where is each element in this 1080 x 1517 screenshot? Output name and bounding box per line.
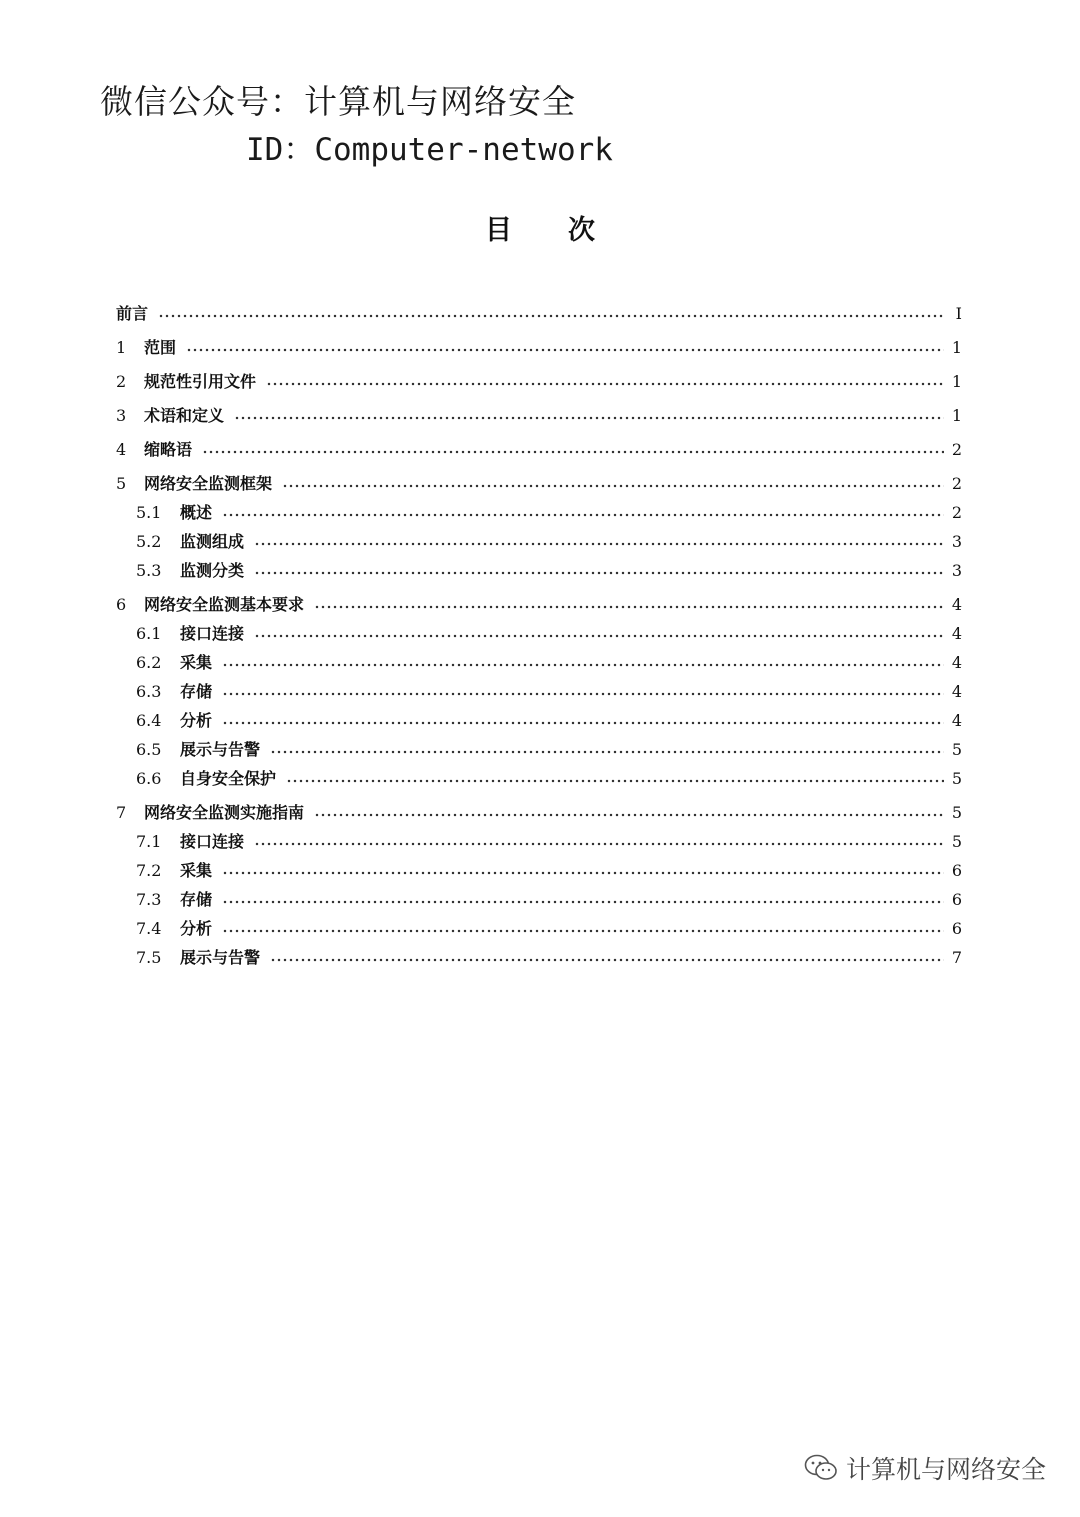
toc-leader-dots bbox=[202, 436, 944, 456]
toc-leader-dots bbox=[158, 300, 944, 320]
toc-entry-label: 展示与告警 bbox=[180, 948, 261, 967]
toc-leader-dots bbox=[282, 470, 944, 490]
toc-entry bbox=[136, 763, 962, 789]
toc-entry bbox=[136, 734, 962, 760]
toc-entry-page: 4 bbox=[951, 653, 962, 672]
toc-entry-page: 6 bbox=[951, 861, 962, 880]
toc-entry-label: 分析 bbox=[180, 711, 213, 730]
toc-entry-page: 2 bbox=[951, 503, 962, 522]
toc-entry-label: 接口连接 bbox=[180, 832, 245, 851]
toc-entry-page: 6 bbox=[951, 890, 962, 909]
toc-leader-dots bbox=[234, 402, 944, 422]
toc-entry bbox=[136, 942, 962, 968]
toc-entry-label: 范围 bbox=[144, 338, 177, 357]
toc-leader-dots bbox=[222, 886, 944, 906]
toc-entry-label: 缩略语 bbox=[144, 440, 193, 459]
toc-entry bbox=[136, 526, 962, 552]
toc-entry bbox=[136, 913, 962, 939]
header-account-name: 微信公众号：计算机与网络安全 bbox=[100, 82, 576, 121]
toc-leader-dots bbox=[222, 499, 944, 519]
toc-leader-dots bbox=[286, 765, 944, 785]
toc-entry-page: 6 bbox=[951, 919, 962, 938]
toc-entry-number: 7.2 bbox=[136, 861, 162, 880]
toc-entry-number: 1 bbox=[116, 338, 127, 357]
toc-entry bbox=[116, 332, 962, 358]
toc-entry bbox=[136, 884, 962, 910]
toc-leader-dots bbox=[222, 707, 944, 727]
toc-entry-label: 网络安全监测基本要求 bbox=[144, 595, 305, 614]
toc-entry-label: 自身安全保护 bbox=[180, 769, 277, 788]
toc-entry bbox=[136, 855, 962, 881]
toc-entry-label: 术语和定义 bbox=[144, 406, 225, 425]
toc-entry-page: 5 bbox=[951, 769, 962, 788]
toc-entry-number: 6.3 bbox=[136, 682, 162, 701]
toc-entry-page: 4 bbox=[951, 682, 962, 701]
toc-leader-dots bbox=[314, 799, 944, 819]
toc-entry-number: 6.2 bbox=[136, 653, 162, 672]
toc-entry-page: 1 bbox=[951, 338, 962, 357]
toc-entry-number: 5 bbox=[116, 474, 127, 493]
toc-entry bbox=[116, 366, 962, 392]
toc-entry-label: 采集 bbox=[180, 653, 213, 672]
toc-entry bbox=[136, 705, 962, 731]
wechat-icon bbox=[804, 1454, 838, 1482]
toc-leader-dots bbox=[186, 334, 944, 354]
toc-entry-page: 5 bbox=[951, 740, 962, 759]
toc-entry-number: 7 bbox=[116, 803, 127, 822]
toc-entry-label: 分析 bbox=[180, 919, 213, 938]
toc-entry-page: 3 bbox=[951, 561, 962, 580]
toc-entry-label: 接口连接 bbox=[180, 624, 245, 643]
toc-leader-dots bbox=[314, 591, 944, 611]
watermark-text: 计算机与网络安全 bbox=[845, 1455, 1046, 1484]
toc-entry-number: 7.1 bbox=[136, 832, 162, 851]
toc-entry-number: 7.3 bbox=[136, 890, 162, 909]
toc-entry-label: 展示与告警 bbox=[180, 740, 261, 759]
toc-entry bbox=[136, 647, 962, 673]
toc-leader-dots bbox=[270, 944, 944, 964]
toc-leader-dots bbox=[222, 678, 944, 698]
toc-entry-page: 1 bbox=[951, 406, 962, 425]
toc-leader-dots bbox=[222, 857, 944, 877]
toc-entry-number: 2 bbox=[116, 372, 127, 391]
toc-entry bbox=[136, 826, 962, 852]
toc-entry bbox=[136, 497, 962, 523]
toc-entry-label: 网络安全监测框架 bbox=[144, 474, 273, 493]
toc-entry bbox=[116, 298, 962, 324]
toc-entry-page: 4 bbox=[951, 624, 962, 643]
toc-entry-page: 4 bbox=[951, 595, 962, 614]
toc-leader-dots bbox=[254, 557, 944, 577]
toc-entry-page: 5 bbox=[951, 803, 962, 822]
toc-entry-label: 存储 bbox=[180, 890, 213, 909]
toc-entry-number: 3 bbox=[116, 406, 127, 425]
toc-entry-label: 监测组成 bbox=[180, 532, 245, 551]
toc-entry-page: 2 bbox=[951, 474, 962, 493]
toc-entry-page: 5 bbox=[951, 832, 962, 851]
toc-leader-dots bbox=[222, 649, 944, 669]
toc-title: 目次 bbox=[485, 215, 651, 246]
toc-leader-dots bbox=[266, 368, 944, 388]
toc-entry-number: 6.6 bbox=[136, 769, 162, 788]
toc-entry-number: 4 bbox=[116, 440, 127, 459]
toc-entry bbox=[136, 676, 962, 702]
toc-leader-dots bbox=[270, 736, 944, 756]
toc-entry bbox=[116, 434, 962, 460]
toc-entry-label: 监测分类 bbox=[180, 561, 245, 580]
header-account-id: ID：Computer-network bbox=[246, 132, 613, 168]
toc-entry-number: 5.1 bbox=[136, 503, 162, 522]
toc-entry bbox=[116, 468, 962, 494]
toc-entry-number: 6.4 bbox=[136, 711, 162, 730]
toc-entry-label: 前言 bbox=[116, 304, 149, 323]
watermark bbox=[804, 1450, 1046, 1486]
toc-entry-label: 规范性引用文件 bbox=[144, 372, 257, 391]
toc-entry-label: 存储 bbox=[180, 682, 213, 701]
toc-entry-page: 1 bbox=[951, 372, 962, 391]
toc-entry-number: 5.3 bbox=[136, 561, 162, 580]
toc-entry bbox=[116, 589, 962, 615]
toc-entry bbox=[136, 555, 962, 581]
toc-entry-number: 7.5 bbox=[136, 948, 162, 967]
toc-entry-number: 6 bbox=[116, 595, 127, 614]
toc-entry-label: 网络安全监测实施指南 bbox=[144, 803, 305, 822]
toc-entry-label: 概述 bbox=[180, 503, 213, 522]
toc-entry-page: 3 bbox=[951, 532, 962, 551]
toc-entry-page: 2 bbox=[951, 440, 962, 459]
toc-entry-page: I bbox=[955, 304, 962, 323]
toc-leader-dots bbox=[254, 620, 944, 640]
toc-entry-number: 6.5 bbox=[136, 740, 162, 759]
toc-entry-page: 7 bbox=[951, 948, 962, 967]
toc-leader-dots bbox=[222, 915, 944, 935]
toc-entry bbox=[136, 618, 962, 644]
toc-leader-dots bbox=[254, 528, 944, 548]
toc-entry bbox=[116, 400, 962, 426]
toc-entry bbox=[116, 797, 962, 823]
toc-entry-label: 采集 bbox=[180, 861, 213, 880]
toc-leader-dots bbox=[254, 828, 944, 848]
toc-entry-number: 5.2 bbox=[136, 532, 162, 551]
toc-entry-number: 6.1 bbox=[136, 624, 162, 643]
toc-entry-number: 7.4 bbox=[136, 919, 162, 938]
toc-entry-page: 4 bbox=[951, 711, 962, 730]
